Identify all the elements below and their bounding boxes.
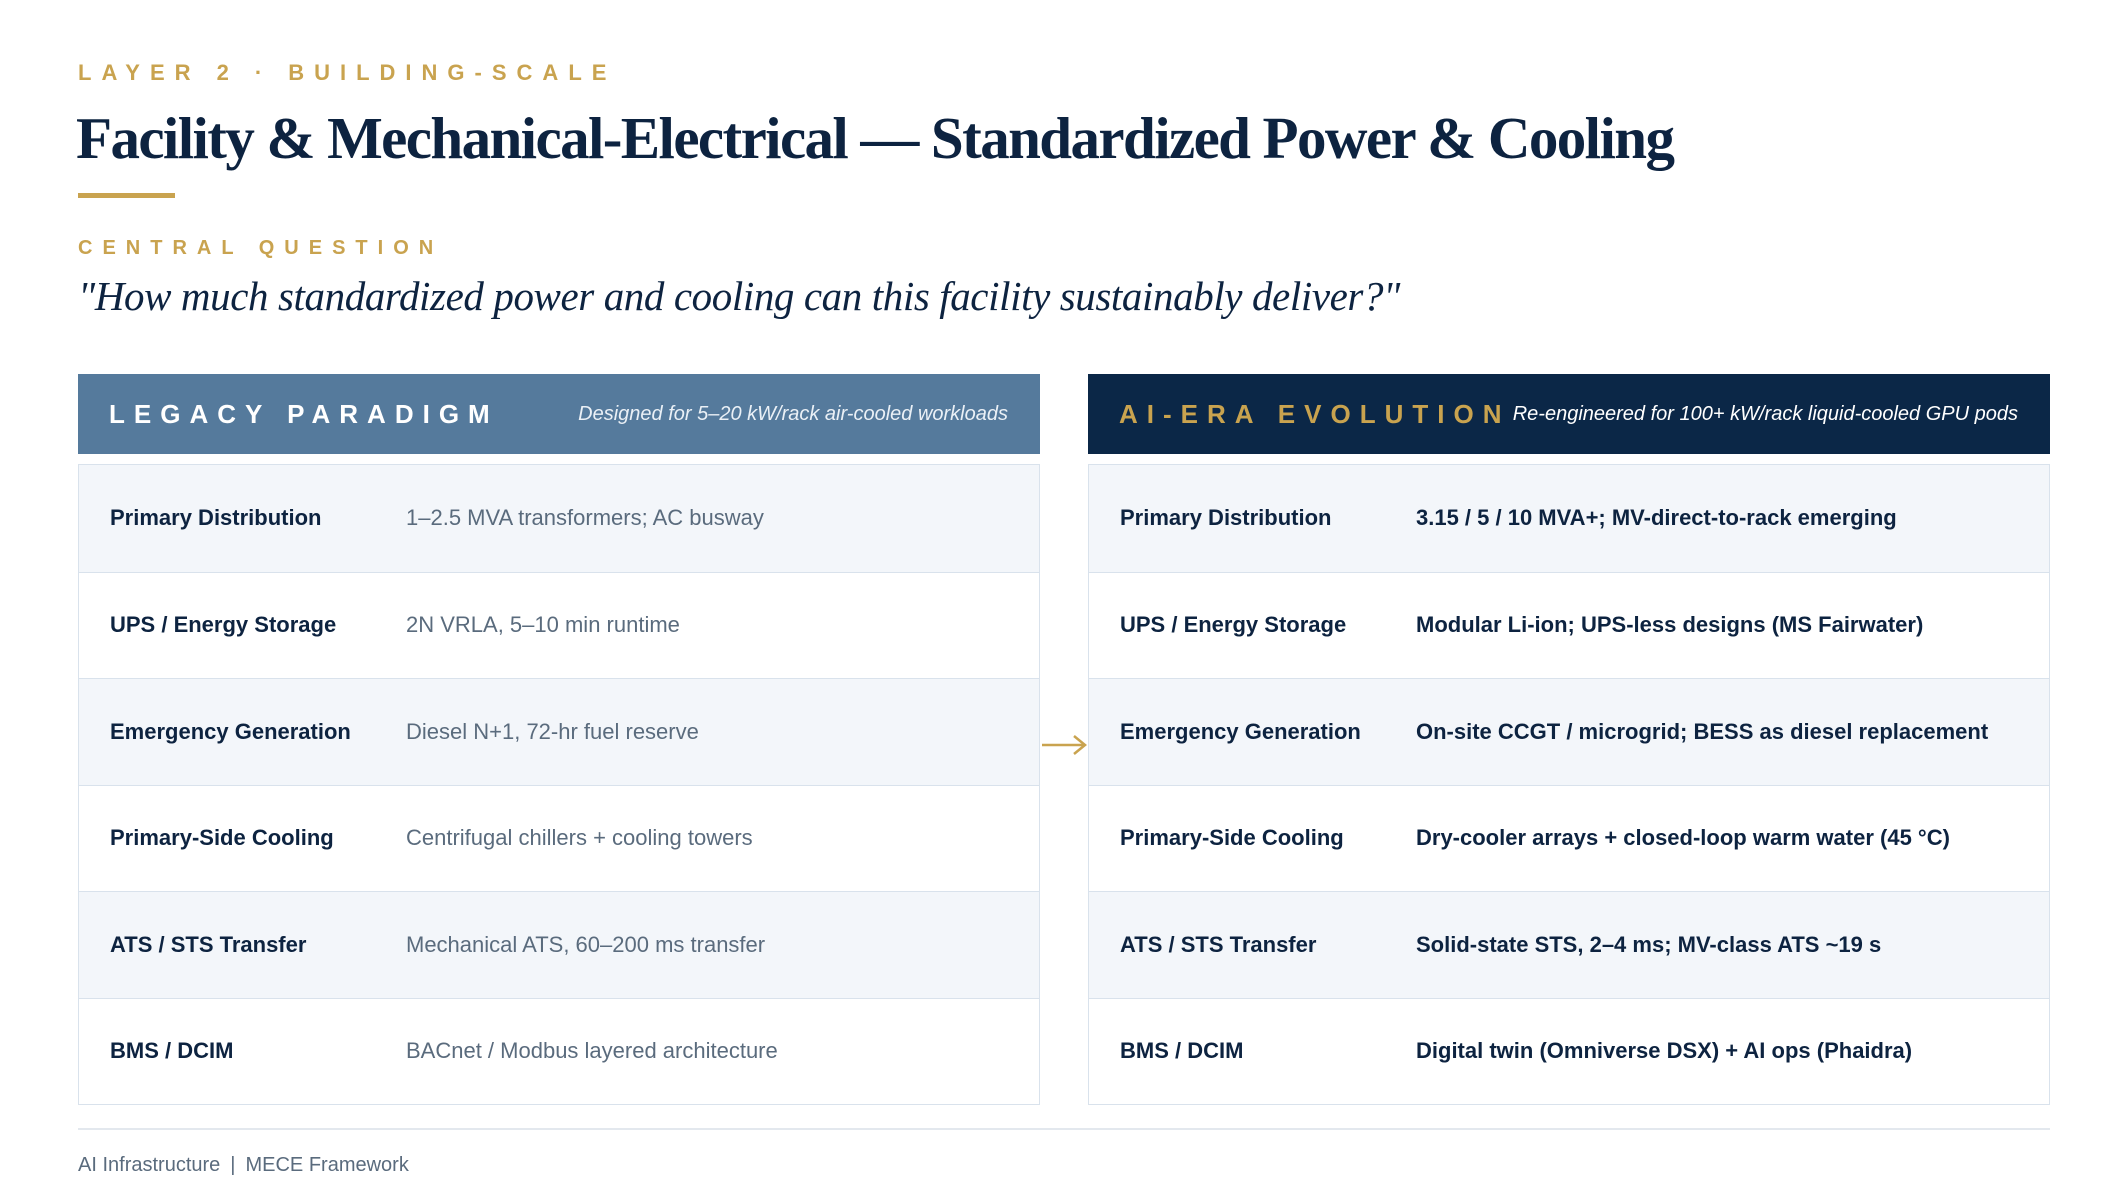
page-title: Facility & Mechanical-Electrical — Standardized Power & Cooling	[76, 105, 1674, 171]
ai-era-panel-title: AI-ERA EVOLUTION	[1119, 398, 1511, 429]
row-label: Primary-Side Cooling	[1120, 825, 1344, 851]
legacy-panel-title: LEGACY PARADIGM	[109, 398, 499, 429]
footer	[78, 1154, 409, 1177]
row-label: ATS / STS Transfer	[1120, 931, 1317, 957]
footer-divider	[78, 1128, 2050, 1130]
footer-right-text: MECE Framework	[245, 1154, 409, 1176]
row-value: On-site CCGT / microgrid; BESS as diesel replacement	[1416, 718, 1989, 744]
table-row	[79, 785, 1039, 892]
footer-left-text: AI Infrastructure	[78, 1154, 221, 1176]
central-question-label: CENTRAL QUESTION	[78, 237, 444, 259]
table-row	[79, 998, 1039, 1105]
table-row	[1089, 678, 2049, 785]
row-value: 1–2.5 MVA transformers; AC busway	[406, 505, 764, 531]
row-value: Centrifugal chillers + cooling towers	[406, 825, 753, 851]
row-label: BMS / DCIM	[110, 1038, 234, 1064]
footer-separator: |	[230, 1154, 236, 1176]
row-value: Diesel N+1, 72-hr fuel reserve	[406, 718, 699, 744]
row-label: Primary Distribution	[110, 505, 322, 531]
central-question-text: "How much standardized power and cooling can this facility sustainably deliver?"	[78, 273, 1400, 319]
row-value: Mechanical ATS, 60–200 ms transfer	[406, 931, 766, 957]
row-label: Primary-Side Cooling	[110, 825, 334, 851]
table-row	[79, 572, 1039, 679]
ai-era-rows	[1088, 464, 2050, 1105]
arrow-right-icon	[1041, 733, 1087, 757]
table-row	[79, 891, 1039, 998]
row-value: BACnet / Modbus layered architecture	[406, 1038, 778, 1064]
eyebrow-separator: ·	[254, 60, 273, 85]
ai-era-panel-header	[1088, 374, 2050, 454]
table-row	[1089, 785, 2049, 892]
row-value: 3.15 / 5 / 10 MVA+; MV-direct-to-rack emerging	[1416, 505, 1897, 531]
table-row	[1089, 465, 2049, 572]
row-value: 2N VRLA, 5–10 min runtime	[406, 612, 680, 638]
row-label: Emergency Generation	[110, 718, 351, 744]
ai-era-panel	[1088, 374, 2050, 1105]
title-underline	[78, 193, 175, 198]
legacy-panel	[78, 374, 1040, 1105]
ai-era-panel-subtitle: Re-engineered for 100+ kW/rack liquid-cooled GPU pods	[1512, 402, 2018, 425]
row-label: BMS / DCIM	[1120, 1038, 1244, 1064]
legacy-panel-header	[78, 374, 1040, 454]
table-row	[1089, 891, 2049, 998]
row-label: UPS / Energy Storage	[1120, 612, 1347, 638]
legacy-panel-subtitle: Designed for 5–20 kW/rack air-cooled workloads	[578, 402, 1008, 425]
layer-eyebrow	[78, 60, 616, 86]
row-value: Solid-state STS, 2–4 ms; MV-class ATS ~19 s	[1416, 931, 1882, 957]
row-label: ATS / STS Transfer	[110, 931, 307, 957]
row-value: Modular Li-ion; UPS-less designs (MS Fairwater)	[1416, 612, 1924, 638]
scale-label: BUILDING-SCALE	[288, 60, 617, 85]
row-label: Emergency Generation	[1120, 718, 1361, 744]
table-row	[79, 678, 1039, 785]
table-row	[1089, 572, 2049, 679]
table-row	[79, 465, 1039, 572]
row-label: UPS / Energy Storage	[110, 612, 337, 638]
row-value: Digital twin (Omniverse DSX) + AI ops (Phaidra)	[1416, 1038, 1913, 1064]
legacy-rows	[78, 464, 1040, 1105]
layer-label: LAYER 2	[78, 60, 239, 85]
row-label: Primary Distribution	[1120, 505, 1332, 531]
table-row	[1089, 998, 2049, 1105]
row-value: Dry-cooler arrays + closed-loop warm water (45 °C)	[1416, 825, 1950, 851]
